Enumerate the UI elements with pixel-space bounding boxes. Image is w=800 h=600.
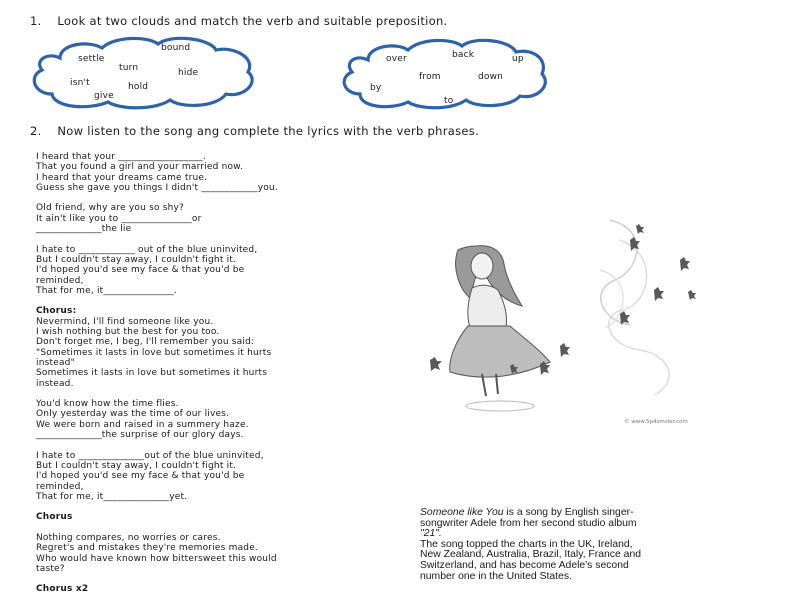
info-line: songwriter Adele from her second studio album (420, 517, 637, 529)
info-line: number one in the United States. (420, 570, 572, 582)
info-line: The song topped the charts in the UK, Ireland, (420, 538, 633, 550)
task-2-text: Now listen to the song ang complete the lyrics with the verb phrases. (57, 124, 480, 138)
leaf (636, 224, 644, 234)
song-info (420, 508, 750, 582)
lyric-line (36, 296, 376, 306)
lyric-line: reminded, (36, 481, 84, 492)
lyric-line (36, 193, 376, 203)
leaf (430, 357, 442, 371)
cloud-verb: isn't (70, 78, 90, 88)
song-title: Someone like You (420, 507, 504, 518)
cloud-verb: turn (119, 63, 139, 73)
leaf (560, 343, 570, 357)
lyric-line: Don't forget me, I beg, I'll remember you said: (36, 337, 255, 348)
leaf (680, 257, 690, 271)
lyric-line: We were born and raised in a summery haze. (36, 419, 249, 430)
verb-cloud (30, 36, 260, 110)
lyric-line: Nothing compares, no worries or cares. (36, 532, 221, 543)
chorus-heading: Chorus x2 (36, 584, 89, 595)
lyric-line: Who would have known how bittersweet this would (36, 553, 277, 564)
cloud-preposition: down (478, 72, 504, 82)
cloud-verb: settle (78, 54, 105, 64)
chorus-heading: Chorus (36, 512, 73, 523)
lyric-line: ______________the surprise of our glory days. (36, 430, 244, 441)
leaf (654, 287, 664, 301)
lyric-line: Sometimes it lasts in love but sometimes it hurts (36, 368, 268, 379)
cloud-preposition: to (444, 96, 454, 106)
lyric-line: Guess she gave you things I didn't ____________you. (36, 182, 278, 193)
cloud-verb: hide (178, 68, 199, 78)
cloud-preposition: by (370, 83, 382, 93)
cloud-verb: hold (128, 82, 149, 92)
cloud-verb: bound (161, 43, 191, 53)
lyric-line: That you found a girl and your married now. (36, 162, 244, 173)
lyric-line: I hate to ______________out of the blue uninvited, (36, 450, 264, 461)
lyric-line: That for me, it______________yet. (36, 491, 188, 502)
girl-face (471, 253, 493, 279)
lyric-line (36, 440, 376, 450)
leaf (620, 311, 630, 325)
cloud-verb: give (94, 91, 114, 101)
lyric-line (36, 389, 376, 399)
lyric-line: ______________the lie (36, 224, 132, 235)
puddle (466, 401, 534, 411)
wind-swirl (600, 270, 623, 328)
lyric-line (36, 574, 376, 584)
lyric-line (36, 523, 376, 533)
info-line: "21". (420, 528, 442, 540)
lyric-line: Old friend, why are you so shy? (36, 203, 185, 214)
lyric-line: It ain't like you to _______________or (36, 213, 202, 224)
cloud-preposition: back (452, 50, 475, 60)
cloud-preposition: up (512, 54, 524, 64)
info-line: is a song by English singer- (503, 507, 634, 518)
lyric-line: I'd hoped you'd see my face & that you'd be (36, 265, 245, 276)
lyric-line (36, 234, 376, 244)
lyric-line: But I couldn't stay away, I couldn't fight it. (36, 254, 237, 265)
task-1-number: 1. (30, 14, 42, 28)
lyric-line: You'd know how the time flies. (36, 399, 179, 410)
girl-skirt (450, 326, 550, 377)
lyric-line: reminded, (36, 275, 84, 286)
lyric-line: I'd hoped you'd see my face & that you'd be (36, 471, 245, 482)
task-2-number: 2. (30, 124, 42, 138)
info-line: Switzerland, and has become Adele's second (420, 559, 629, 571)
lyric-line: "Sometimes it lasts in love but sometimes it hurts (36, 347, 272, 358)
lyric-line: That for me, it_______________. (36, 285, 177, 296)
lyric-line: Regret's and mistakes they're memories made. (36, 543, 258, 554)
lyric-line: I heard that your dreams came true. (36, 172, 208, 183)
cloud-preposition: over (386, 54, 407, 64)
lyric-line: taste? (36, 563, 65, 574)
task-1-heading (30, 14, 448, 28)
task-2-heading (30, 124, 479, 138)
task-1-text: Look at two clouds and match the verb and suitable preposition. (57, 14, 448, 28)
lyric-line: Only yesterday was the time of our lives. (36, 409, 230, 420)
lyric-line: I wish nothing but the best for you too. (36, 327, 220, 338)
girl-illustration (400, 210, 710, 425)
chorus-heading: Chorus: (36, 306, 77, 317)
lyric-line: instead" (36, 357, 75, 368)
info-line: New Zealand, Australia, Brazil, Italy, France and (420, 549, 641, 561)
cloud-preposition: from (419, 72, 441, 82)
image-credit: © www.5p4smsler.com (624, 419, 688, 425)
lyric-line: I hate to ____________ out of the blue uninvited, (36, 244, 258, 255)
lyric-line: But I couldn't stay away, I couldn't fight it. (36, 460, 237, 471)
lyric-line: Nevermind, I'll find someone like you. (36, 316, 214, 327)
lyrics-block (36, 152, 376, 595)
lyric-line: instead. (36, 378, 74, 389)
lyric-line (36, 502, 376, 512)
leaf (688, 290, 696, 300)
lyric-line: I heard that your __________________. (36, 152, 206, 162)
